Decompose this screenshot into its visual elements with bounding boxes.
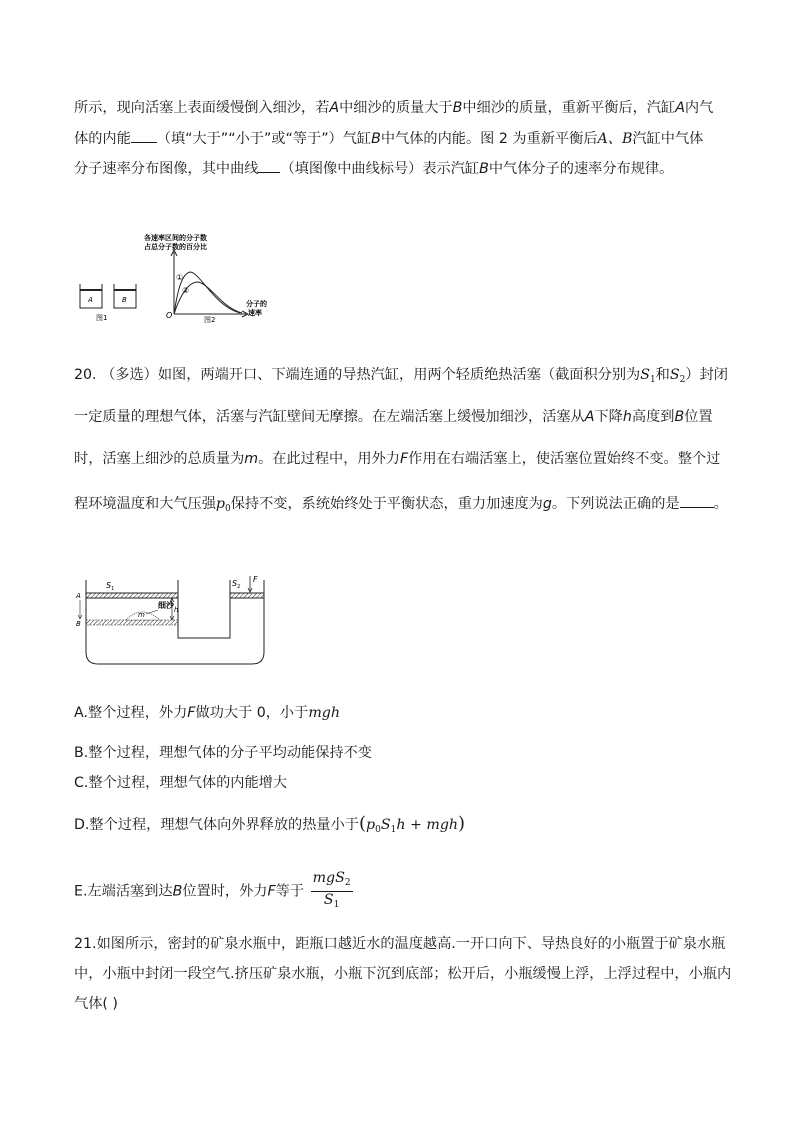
svg-text:各速率区间的分子数: 各速率区间的分子数 [144,234,207,242]
svg-text:O: O [166,311,173,320]
answer-blank[interactable] [131,128,157,143]
svg-text:速率: 速率 [248,309,262,317]
q19-text-line-3: 分子速率分布图像，其中曲线 （填图像中曲线标号）表示汽缸B中气体分子的速率分布规律。 [74,158,673,179]
svg-text:占总分子数的百分比: 占总分子数的百分比 [144,243,207,251]
piston-right [230,593,264,598]
q20-text-line-3: 时，活塞上细沙的总质量为m。在此过程中，用外力F作用在右端活塞上，使活塞位置始终不变。整个过 [74,451,721,467]
svg-text:S2: $S_2$ [232,579,241,590]
q20-text-line-2: 一定质量的理想气体，活塞与汽缸壁间无摩擦。在左端活塞上缓慢加细沙，活塞从A下降h高度到B位置 [74,409,713,425]
speed-distribution-graph [144,233,267,324]
svg-text:A: A [88,296,93,304]
svg-text:A: A [76,592,81,600]
svg-text:②: ② [182,286,190,295]
fig2-caption: 图2 [204,316,216,324]
fig1-caption: 图1 [96,314,108,322]
q19-text-line-1: 所示，现向活塞上表面缓慢倒入细沙，若A中细沙的质量大于B中细沙的质量，重新平衡后，汽缸A内气 [74,100,714,116]
svg-text:h: h [174,606,179,614]
svg-text:分子的: 分子的 [246,300,267,308]
svg-text:①: ① [176,273,184,282]
q20-text-line-1: 20. （多选）如图，两端开口、下端连通的导热汽缸，用两个轻质绝热活塞（截面积分别为$S_1$和$S_2$）封闭 [74,367,728,385]
svg-text:S1: $S_1$ [106,581,115,592]
q19-figure [74,228,284,328]
svg-text:F: F [253,575,258,584]
q21-text-line-3: 气体( ) [74,996,118,1012]
cylinder-a [80,284,102,308]
q19-text-line-2: 体的内能 （填“大于”“小于”或“等于”）气缸B中气体的内能。图 2 为重新平衡后A、B汽缸中气体 [74,128,703,149]
piston-b-position [86,620,178,625]
option-e[interactable]: E.左端活塞到达B位置时，外力F等于 $\frac{mgS_2}{S_1}$ [74,870,353,913]
svg-text:细沙: 细沙 [158,601,174,610]
fraction-mgS2-over-S1: $\frac{mgS_2}{S_1}$ [312,870,351,910]
answer-blank[interactable] [680,493,714,508]
svg-text:B: B [122,296,127,304]
option-a[interactable]: A.整个过程，外力F做功大于 0，小于mgh [74,705,340,721]
svg-text:m: m [138,611,145,619]
svg-text:B: B [76,620,81,628]
q21-text-line-1: 21.如图所示，密封的矿泉水瓶中，距瓶口越近水的温度越高.一开口向下、导热良好的小瓶置于矿泉水瓶 [74,936,726,952]
cylinder-b [114,284,136,308]
q20-text-line-4: 程环境温度和大气压强$p_0$保持不变，系统始终处于平衡状态，重力加速度为g。下列说法正确的是 。 [74,493,728,519]
q20-figure [74,572,274,672]
option-c[interactable]: C.整个过程，理想气体的内能增大 [74,775,288,791]
option-d[interactable]: D.整个过程，理想气体向外界释放的热量小于$(p_0S_1h + mgh)$ [74,813,466,835]
answer-blank[interactable] [258,158,280,173]
option-b[interactable]: B.整个过程，理想气体的分子平均动能保持不变 [74,745,372,761]
q21-text-line-2: 中，小瓶中封闭一段空气.挤压矿泉水瓶，小瓶下沉到底部；松开后，小瓶缓慢上浮，上浮过程中，小瓶内 [74,966,732,982]
piston-a [86,593,178,598]
